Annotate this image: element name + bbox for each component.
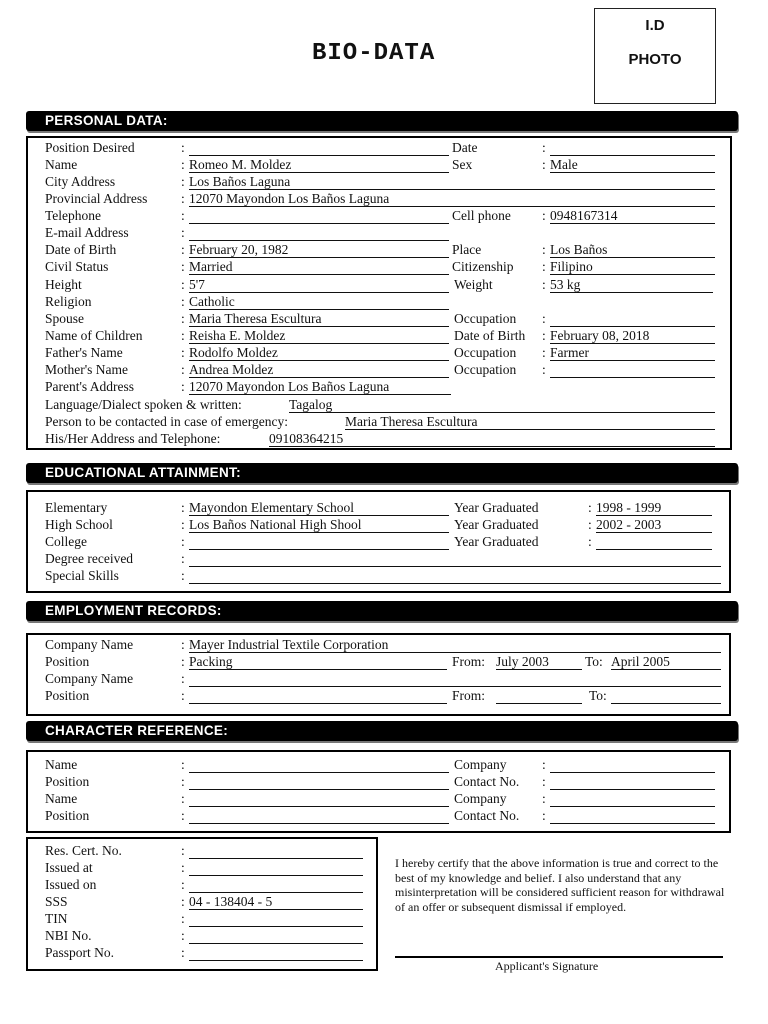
email-label: E-mail Address [45, 225, 129, 240]
name-label: Name [45, 157, 78, 172]
height-label: Height [45, 277, 82, 292]
signature-line[interactable] [395, 956, 723, 958]
nbi-field[interactable] [189, 928, 363, 944]
signature-label: Applicant's Signature [495, 959, 599, 973]
language-field[interactable]: Tagalog [289, 397, 715, 413]
parents-address-label: Parent's Address [45, 379, 135, 394]
place-field[interactable]: Los Baños [550, 242, 715, 258]
position-desired-label: Position Desired [45, 140, 135, 155]
to-label-1: To: [585, 654, 603, 669]
id-photo-box [594, 8, 716, 104]
reference-company-label-1: Company [454, 757, 507, 772]
special-skills-field[interactable] [189, 568, 721, 584]
college-year-field[interactable] [596, 534, 712, 550]
reference-company-field-1[interactable] [550, 757, 715, 773]
children-field[interactable]: Reisha E. Moldez [189, 328, 449, 344]
from-label-1: From: [452, 654, 486, 669]
section-employment-records: EMPLOYMENT RECORDS: [26, 601, 738, 621]
to-field-2[interactable] [611, 688, 721, 704]
college-label: College [45, 534, 87, 549]
reference-position-label-2: Position [45, 808, 90, 823]
date-label: Date [452, 140, 478, 155]
section-personal-data: PERSONAL DATA: [26, 111, 738, 131]
mother-name-label: Mother's Name [45, 362, 129, 377]
telephone-field[interactable] [189, 208, 449, 224]
photo-label-line2: PHOTO [628, 51, 682, 68]
res-cert-field[interactable] [189, 843, 363, 859]
position-field-2[interactable] [189, 688, 447, 704]
citizenship-field[interactable]: Filipino [550, 259, 715, 275]
from-field-2[interactable] [496, 688, 582, 704]
section-character-reference: CHARACTER REFERENCE: [26, 721, 738, 741]
degree-field[interactable] [189, 551, 721, 567]
sex-label: Sex [452, 157, 473, 172]
children-label: Name of Children [45, 328, 143, 343]
height-field[interactable]: 5'7 [189, 277, 449, 293]
parents-address-field[interactable]: 12070 Mayondon Los Baños Laguna [189, 379, 451, 395]
sex-field[interactable]: Male [550, 157, 715, 173]
spouse-occupation-field[interactable] [550, 311, 715, 327]
passport-label: Passport No. [45, 945, 115, 960]
high-school-field[interactable]: Los Baños National High Shool [189, 517, 449, 533]
civil-status-label: Civil Status [45, 259, 109, 274]
child-birth-date-label: Date of Birth [454, 328, 526, 343]
spouse-field[interactable]: Maria Theresa Escultura [189, 311, 449, 327]
mother-occupation-field[interactable] [550, 362, 715, 378]
issued-at-field[interactable] [189, 860, 363, 876]
to-label-2: To: [589, 688, 607, 703]
name-field[interactable]: Romeo M. Moldez [189, 157, 449, 173]
elementary-label: Elementary [45, 500, 108, 515]
sss-field[interactable]: 04 - 138404 - 5 [189, 894, 363, 910]
position-label-2: Position [45, 688, 90, 703]
reference-position-label-1: Position [45, 774, 90, 789]
section-educational-attainment: EDUCATIONAL ATTAINMENT: [26, 463, 738, 483]
high-school-label: High School [45, 517, 113, 532]
father-name-field[interactable]: Rodolfo Moldez [189, 345, 449, 361]
special-skills-label: Special Skills [45, 568, 119, 583]
city-address-field[interactable]: Los Baños Laguna [189, 174, 715, 190]
passport-field[interactable] [189, 945, 363, 961]
company-name-label-2: Company Name [45, 671, 134, 686]
email-field[interactable] [189, 225, 449, 241]
certification-text: I hereby certify that the above information is true and correct to the best of my knowledge and belief. I also understand that any misinterpretation will be considered sufficient reason for withdrawal of an offer or subsequent dismissal if employed. [395, 856, 725, 914]
college-field[interactable] [189, 534, 449, 550]
page-title: BIO-DATA [312, 40, 436, 67]
elementary-field[interactable]: Mayondon Elementary School [189, 500, 449, 516]
reference-contact-label-2: Contact No. [454, 808, 520, 823]
cell-phone-label: Cell phone [452, 208, 511, 223]
college-year-label: Year Graduated [454, 534, 539, 549]
weight-label: Weight [454, 277, 493, 292]
issued-on-label: Issued on [45, 877, 97, 892]
religion-field[interactable]: Catholic [189, 294, 449, 310]
telephone-label: Telephone [45, 208, 102, 223]
date-field[interactable] [550, 140, 715, 156]
emergency-contact-field[interactable]: Maria Theresa Escultura [345, 414, 715, 430]
reference-contact-field-1[interactable] [550, 774, 715, 790]
mother-name-field[interactable]: Andrea Moldez [189, 362, 449, 378]
civil-status-field[interactable]: Married [189, 259, 449, 275]
high-school-year-label: Year Graduated [454, 517, 539, 532]
photo-label-line1: I.D [645, 17, 665, 34]
provincial-address-label: Provincial Address [45, 191, 148, 206]
emergency-address-field[interactable]: 09108364215 [269, 431, 715, 447]
from-field-1[interactable]: July 2003 [496, 654, 582, 670]
city-address-label: City Address [45, 174, 116, 189]
issued-at-label: Issued at [45, 860, 93, 875]
reference-position-field-2[interactable] [189, 808, 449, 824]
father-occupation-field[interactable]: Farmer [550, 345, 715, 361]
company-name-label-1: Company Name [45, 637, 134, 652]
res-cert-label: Res. Cert. No. [45, 843, 122, 858]
emergency-contact-label: Person to be contacted in case of emergency: [45, 414, 289, 429]
issued-on-field[interactable] [189, 877, 363, 893]
place-label: Place [452, 242, 482, 257]
degree-label: Degree received [45, 551, 134, 566]
sss-label: SSS [45, 894, 68, 909]
provincial-address-field[interactable]: 12070 Mayondon Los Baños Laguna [189, 191, 715, 207]
nbi-label: NBI No. [45, 928, 92, 943]
religion-label: Religion [45, 294, 92, 309]
position-field-1[interactable]: Packing [189, 654, 447, 670]
tin-label: TIN [45, 911, 68, 926]
weight-field[interactable]: 53 kg [550, 277, 713, 293]
reference-name-field-1[interactable] [189, 757, 449, 773]
reference-position-field-1[interactable] [189, 774, 449, 790]
from-label-2: From: [452, 688, 486, 703]
company-name-field-1[interactable]: Mayer Industrial Textile Corporation [189, 637, 721, 653]
reference-contact-label-1: Contact No. [454, 774, 520, 789]
father-occupation-label: Occupation [454, 345, 517, 360]
reference-company-field-2[interactable] [550, 791, 715, 807]
citizenship-label: Citizenship [452, 259, 514, 274]
elementary-year-label: Year Graduated [454, 500, 539, 515]
reference-company-label-2: Company [454, 791, 507, 806]
spouse-label: Spouse [45, 311, 85, 326]
emergency-address-label: His/Her Address and Telephone: [45, 431, 221, 446]
elementary-year-field[interactable]: 1998 - 1999 [596, 500, 712, 516]
birth-date-field[interactable]: February 20, 1982 [189, 242, 449, 258]
reference-name-field-2[interactable] [189, 791, 449, 807]
cell-phone-field[interactable]: 0948167314 [550, 208, 715, 224]
reference-contact-field-2[interactable] [550, 808, 715, 824]
father-name-label: Father's Name [45, 345, 123, 360]
position-label-1: Position [45, 654, 90, 669]
position-desired-field[interactable] [189, 140, 449, 156]
tin-field[interactable] [189, 911, 363, 927]
language-label: Language/Dialect spoken & written: [45, 397, 242, 412]
birth-date-label: Date of Birth [45, 242, 117, 257]
mother-occupation-label: Occupation [454, 362, 517, 377]
company-name-field-2[interactable] [189, 671, 721, 687]
high-school-year-field[interactable]: 2002 - 2003 [596, 517, 712, 533]
spouse-occupation-label: Occupation [454, 311, 517, 326]
child-birth-date-field[interactable]: February 08, 2018 [550, 328, 715, 344]
reference-name-label-1: Name [45, 757, 78, 772]
reference-name-label-2: Name [45, 791, 78, 806]
to-field-1[interactable]: April 2005 [611, 654, 721, 670]
